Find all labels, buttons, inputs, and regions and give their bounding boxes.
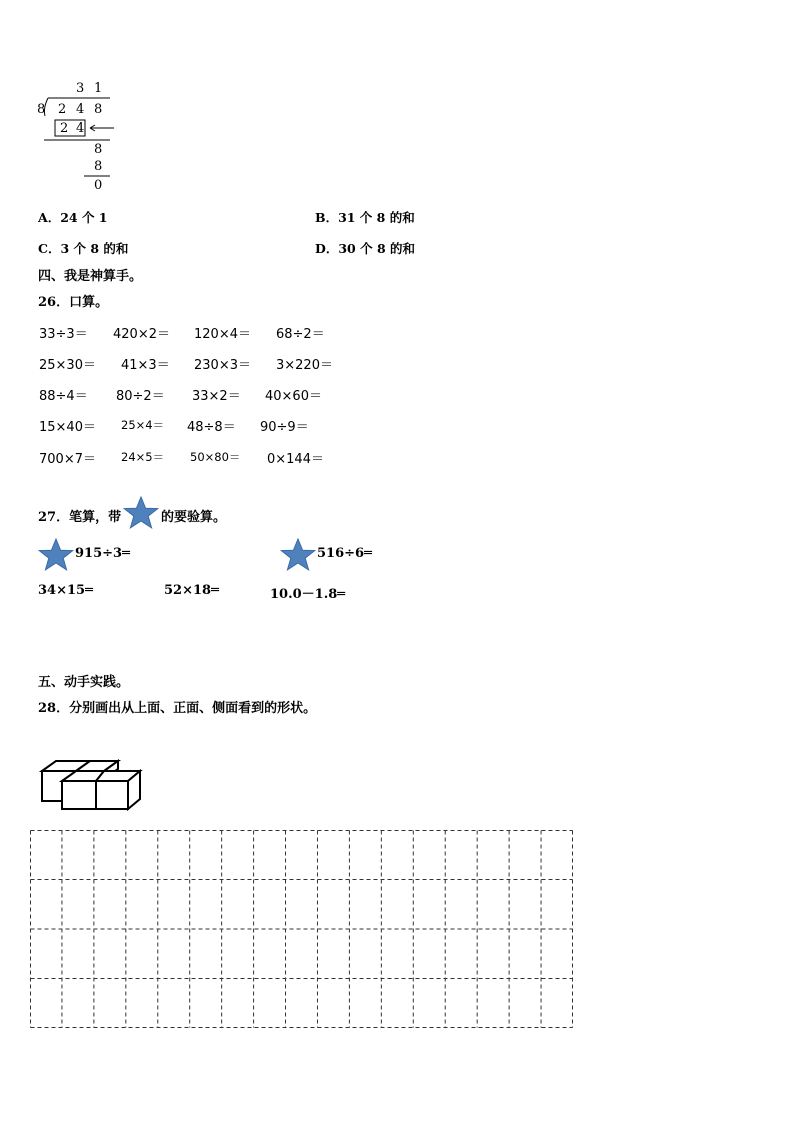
dividend-digit: 8 xyxy=(94,102,103,117)
divisor: 8 xyxy=(37,102,46,117)
final-remainder: 0 xyxy=(94,178,103,193)
quotient-digit: 1 xyxy=(94,81,103,96)
cube-figure xyxy=(38,755,148,815)
bring-down-digit: 8 xyxy=(94,142,103,157)
calc-item: 88÷4＝ xyxy=(39,389,88,404)
problem: 52×18═ xyxy=(164,583,219,598)
calc-item: 40×60＝ xyxy=(265,389,322,404)
step-digit: 4 xyxy=(76,121,85,136)
starred-problem: 516÷6═ xyxy=(317,546,372,561)
calc-item: 50×80＝ xyxy=(190,450,241,464)
section-5-title: 五、动手实践。 xyxy=(38,675,130,690)
calc-item: 48÷8＝ xyxy=(187,420,236,435)
star-icon xyxy=(280,538,316,572)
calc-item: 420×2＝ xyxy=(113,327,170,342)
option-a: A．24 个 1 xyxy=(38,210,108,225)
calc-item: 68÷2＝ xyxy=(276,327,325,342)
calc-item: 3×220＝ xyxy=(276,358,333,373)
calc-item: 90÷9＝ xyxy=(260,420,309,435)
problem: 34×15═ xyxy=(38,583,93,598)
calc-item: 120×4＝ xyxy=(194,327,251,342)
dividend-digit: 2 xyxy=(58,102,67,117)
option-c: C．3 个 8 的和 xyxy=(38,241,129,256)
step-digit: 2 xyxy=(60,121,69,136)
division-bracket xyxy=(30,78,130,198)
q28-label: 28．分别画出从上面、正面、侧面看到的形状。 xyxy=(38,701,317,716)
subtract-digit: 8 xyxy=(94,159,103,174)
star-icon xyxy=(38,538,74,572)
section-4-title: 四、我是神算手。 xyxy=(38,269,143,284)
quotient-digit: 3 xyxy=(76,81,85,96)
calc-item: 700×7＝ xyxy=(39,452,96,467)
calc-item: 0×144＝ xyxy=(267,452,324,467)
option-d: D．30 个 8 的和 xyxy=(315,241,415,256)
calc-item: 41×3＝ xyxy=(121,358,170,373)
calc-item: 15×40＝ xyxy=(39,420,96,435)
calc-item: 24×5＝ xyxy=(121,450,165,464)
dividend-digit: 4 xyxy=(76,102,85,117)
calc-item: 80÷2＝ xyxy=(116,389,165,404)
problem: 10.0－1.8═ xyxy=(270,587,346,602)
long-division xyxy=(30,78,130,198)
q27-label-post: 的要验算。 xyxy=(161,510,227,525)
calc-item: 33÷3＝ xyxy=(39,327,88,342)
q27-label-pre: 27．笔算，带 xyxy=(38,510,122,525)
star-icon xyxy=(123,496,159,530)
calc-item: 33×2＝ xyxy=(192,389,241,404)
calc-item: 25×4＝ xyxy=(121,418,165,432)
calc-item: 230×3＝ xyxy=(194,358,251,373)
starred-problem: 915÷3═ xyxy=(75,546,130,561)
option-b: B．31 个 8 的和 xyxy=(315,210,415,225)
drawing-grid xyxy=(30,830,573,1028)
calc-item: 25×30＝ xyxy=(39,358,96,373)
q26-label: 26．口算。 xyxy=(38,295,109,310)
